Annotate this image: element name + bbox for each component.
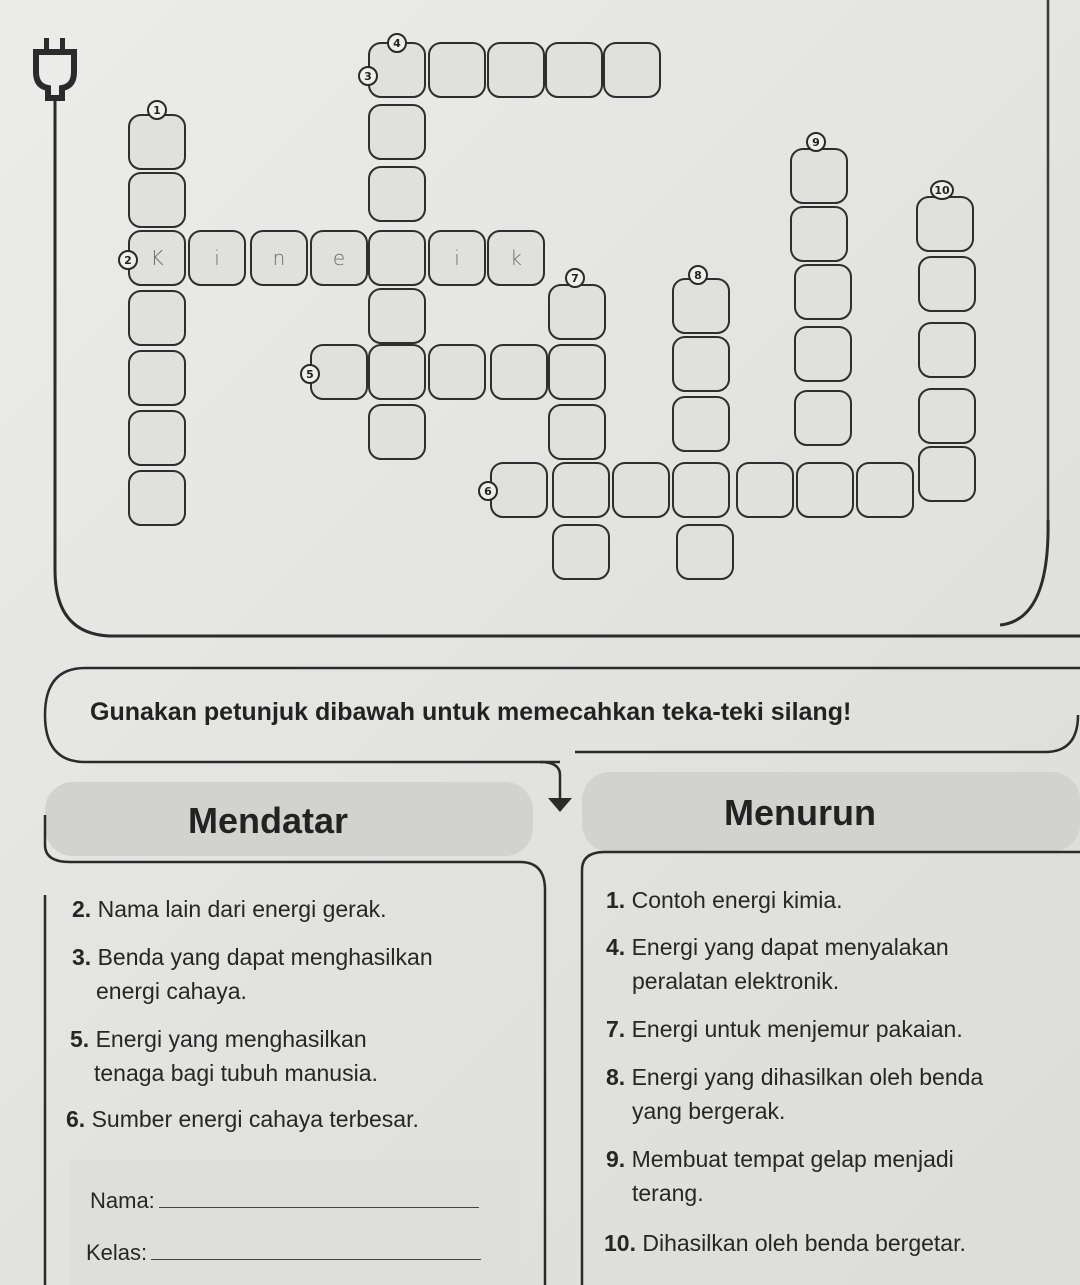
word-5-cell[interactable]: [368, 344, 426, 400]
across-clue-5: 5. Energi yang menghasilkan tenaga bagi tubuh manusia.: [70, 1026, 378, 1086]
word-2-cell[interactable]: [368, 230, 426, 286]
word-2-cell[interactable]: k: [487, 230, 545, 286]
word-10-cell[interactable]: [918, 446, 976, 502]
word-10-cell[interactable]: [918, 388, 976, 444]
word-2-cell[interactable]: i: [428, 230, 486, 286]
down-clue-4: 4. Energi yang dapat menyalakan peralatan elektronik.: [606, 934, 949, 994]
across-header: Mendatar: [188, 800, 349, 841]
word-5-cell[interactable]: [490, 344, 548, 400]
word-2-cell[interactable]: n: [250, 230, 308, 286]
word-10-cell[interactable]: [918, 256, 976, 312]
clue-number-6: 6: [478, 481, 498, 501]
clue-number-1: 1: [147, 100, 167, 120]
clue-number-2: 2: [118, 250, 138, 270]
across-clue-6: 6. Sumber energi cahaya terbesar.: [66, 1106, 419, 1132]
word-1-cell[interactable]: [128, 114, 186, 170]
word-1-cell[interactable]: [128, 350, 186, 406]
word-8-cell[interactable]: [676, 524, 734, 580]
word-1-cell[interactable]: [128, 172, 186, 228]
instruction-banner: Gunakan petunjuk dibawah untuk memecahkan teka-teki silang!: [90, 698, 852, 726]
word-6-cell[interactable]: [552, 462, 610, 518]
class-label: Kelas:: [86, 1240, 148, 1265]
word-2-cell[interactable]: e: [310, 230, 368, 286]
word-10-cell[interactable]: [918, 322, 976, 378]
down-clue-7: 7. Energi untuk menjemur pakaian.: [606, 1016, 963, 1042]
clue-number-5: 5: [300, 364, 320, 384]
word-8-cell[interactable]: [672, 336, 730, 392]
word-7-cell[interactable]: [548, 404, 606, 460]
word-1-cell[interactable]: [128, 290, 186, 346]
word-10-cell[interactable]: [916, 196, 974, 252]
clue-number-8: 8: [688, 265, 708, 285]
clue-number-4: 4: [387, 33, 407, 53]
word-6-cell[interactable]: [612, 462, 670, 518]
word-3-cell[interactable]: [487, 42, 545, 98]
word-9-cell[interactable]: [794, 264, 852, 320]
word-7-cell[interactable]: [552, 524, 610, 580]
word-3-cell[interactable]: [428, 42, 486, 98]
name-field[interactable]: [90, 1188, 479, 1214]
across-clue-3: 3. Benda yang dapat menghasilkan energi cahaya.: [72, 944, 433, 1004]
word-9-cell[interactable]: [790, 206, 848, 262]
down-clue-9: 9. Membuat tempat gelap menjadi terang.: [606, 1146, 954, 1206]
word-3-cell[interactable]: [545, 42, 603, 98]
across-clue-2: 2. Nama lain dari energi gerak.: [72, 896, 387, 922]
word-8-cell[interactable]: [672, 396, 730, 452]
down-clue-1: 1. Contoh energi kimia.: [606, 887, 843, 913]
class-line[interactable]: [151, 1241, 481, 1260]
word-9-cell[interactable]: [794, 326, 852, 382]
word-4-cell[interactable]: [368, 104, 426, 160]
word-6-cell[interactable]: [672, 462, 730, 518]
word-8-cell[interactable]: [672, 278, 730, 334]
word-2-cell[interactable]: i: [188, 230, 246, 286]
name-line[interactable]: [159, 1189, 479, 1208]
word-6-cell[interactable]: [856, 462, 914, 518]
word-6-cell[interactable]: [490, 462, 548, 518]
word-9-cell[interactable]: [794, 390, 852, 446]
word-4-cell[interactable]: [368, 166, 426, 222]
class-field[interactable]: [86, 1240, 481, 1266]
word-2-cell[interactable]: K: [128, 230, 186, 286]
clue-number-9: 9: [806, 132, 826, 152]
word-9-cell[interactable]: [790, 148, 848, 204]
word-1-cell[interactable]: [128, 410, 186, 466]
word-5-cell[interactable]: [428, 344, 486, 400]
clue-number-7: 7: [565, 268, 585, 288]
word-4-cell[interactable]: [368, 404, 426, 460]
word-6-cell[interactable]: [736, 462, 794, 518]
name-label: Nama:: [90, 1188, 155, 1213]
down-clue-8: 8. Energi yang dihasilkan oleh benda yang bergerak.: [606, 1064, 984, 1124]
word-3-cell[interactable]: [603, 42, 661, 98]
down-clue-10: 10. Dihasilkan oleh benda bergetar.: [604, 1230, 966, 1256]
word-6-cell[interactable]: [796, 462, 854, 518]
plug-icon: [36, 38, 74, 98]
down-header: Menurun: [724, 792, 876, 833]
clue-number-10: 10: [930, 180, 954, 200]
word-7-cell[interactable]: [548, 284, 606, 340]
word-4-cell[interactable]: [368, 288, 426, 344]
word-5-cell[interactable]: [548, 344, 606, 400]
clue-number-3: 3: [358, 66, 378, 86]
word-1-cell[interactable]: [128, 470, 186, 526]
